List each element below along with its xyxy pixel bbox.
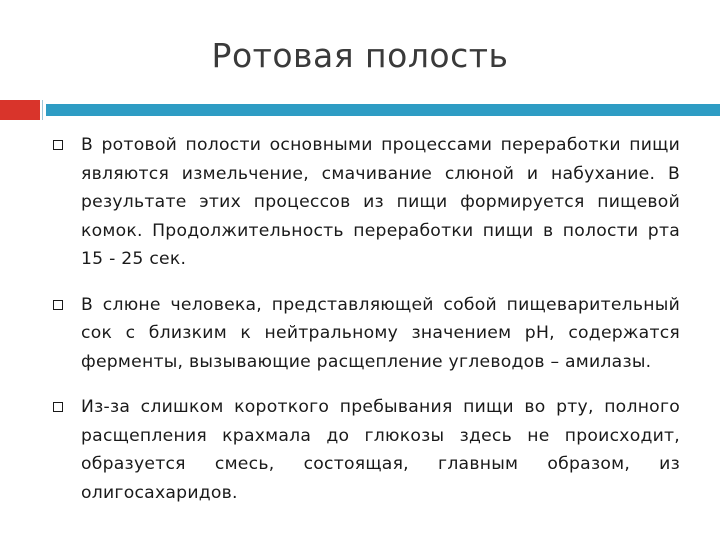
bullet-text: В ротовой полости основными процессами переработки пищи являются измельчение, смачивание слюной и набухание. В результате этих процессов из пищи формируется пищевой комок. Продолжительность переработки пищи в полости рта 15 - 25 сек.: [81, 135, 680, 269]
list-item: [48, 131, 680, 274]
title-accent-teal-bar: [46, 104, 720, 116]
bullet-list: [48, 131, 680, 524]
hollow-square-bullet-icon: [53, 300, 63, 310]
bullet-text: Из-за слишком короткого пребывания пищи во рту, полного расщепления крахмала до глюкозы здесь не происходит, образуется смесь, состоящая, главным образом, из олигосахаридов.: [81, 397, 680, 503]
hollow-square-bullet-icon: [53, 402, 63, 412]
list-item: [48, 393, 680, 507]
bullet-text: В слюне человека, представляющей собой пищеварительный сок с близким к нейтральному значением рН, содержатся ферменты, вызывающие расщепление углеводов – амилазы.: [81, 294, 680, 372]
title-accent-red-bar: [0, 100, 40, 120]
title-divider-line: [42, 100, 43, 120]
list-item: [48, 291, 680, 377]
slide-title: Ротовая полость: [211, 36, 509, 75]
hollow-square-bullet-icon: [53, 140, 63, 150]
